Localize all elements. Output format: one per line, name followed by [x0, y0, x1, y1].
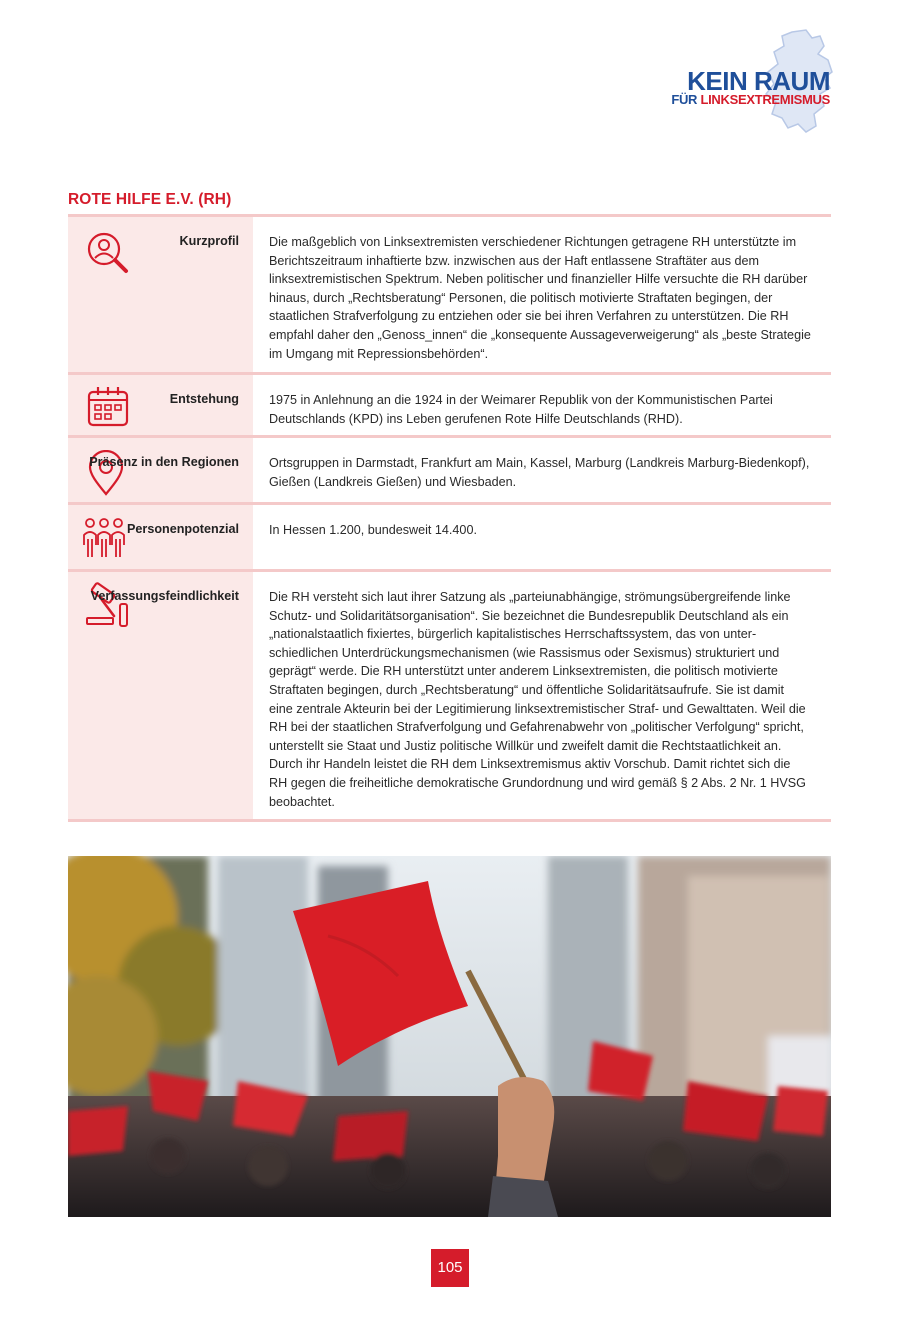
label-cell [68, 375, 253, 435]
profile-row-praesenz [68, 435, 831, 502]
group-people-icon [80, 515, 128, 563]
profile-row-personenpotenzial [68, 502, 831, 569]
profile-row-verfassungsfeindlichkeit [68, 569, 831, 822]
label-cell [68, 438, 253, 502]
logo-subtitle [671, 92, 830, 107]
magnifier-person-icon [84, 229, 132, 277]
logo [672, 28, 862, 138]
row-text: Ortsgruppen in Darmstadt, Frankfurt am Main, Kassel, Marburg (Landkreis Marburg-Biedenkopf), Gießen (Landkreis Gießen) und Wiesbaden. [269, 456, 810, 489]
section-heading: ROTE HILFE E.V. (RH) [68, 191, 232, 208]
row-label: Personenpotenzial [127, 522, 239, 536]
row-label: Präsenz in den Regionen [89, 455, 239, 469]
logo-subtitle-b: LINKSEXTREMISMUS [700, 92, 830, 107]
logo-title: KEIN RAUM [687, 66, 830, 96]
logo-subtitle-a: FÜR [671, 92, 701, 107]
row-text: Die maßgeblich von Linksextremisten verschiedener Richtungen getragene RH unterstützte im Berichtszeitraum inhaftierte bzw. inzwischen aus der Haft entlassene Straftäter aus dem linksextremistischen Spektrum. Neben politischer und finanzieller Hilfe versuchte die RH darüber hinaus, durch „Rechtsberatung“ Personen, die politisch motivierte Straftaten begingen, der staatlichen Strafverfolgung zu entziehen oder sie bei ihren Verfahren zu unterstützen. Die RH empfahl daher den „Genoss_innen“ die „konsequente Aussageverweigerung“ als „beste Strategie im Umgang mit Repressionsbehörden“. [269, 235, 811, 361]
row-text: In Hessen 1.200, bundesweit 14.400. [269, 523, 477, 537]
row-label: Kurzprofil [179, 234, 239, 248]
page-number: 105 [431, 1249, 469, 1287]
label-cell [68, 572, 253, 819]
label-cell [68, 217, 253, 372]
row-label: Verfassungsfeindlichkeit [90, 589, 239, 603]
label-cell [68, 505, 253, 569]
calendar-icon [84, 383, 132, 431]
protest-photo [68, 856, 831, 1217]
profile-row-entstehung [68, 372, 831, 435]
profile-table [68, 214, 831, 822]
profile-row-kurzprofil [68, 214, 831, 372]
row-label: Entstehung [169, 392, 239, 406]
row-text: Die RH versteht sich laut ihrer Satzung als „parteiunabhängige, strömungsübergreifende linke Schutz- und Solidaritätsorganisation“. Sie bezeichnet die Bundesrepublik Deutschland als ein „nationalstaatlich fixiertes, bürgerlich kapitalistisches Herrschaftssystem, das von unterschiedlichen Unterdrückungsmechanismen (wie Rassismus oder Sexismus) strukturiert und geprägt“ werde. Die RH unterstützt unter anderem Linksextremisten, die politisch motivierte Straftaten begingen, durch „Rechtsberatung“ und öffentliche Solidaritätsaufrufe. Sie ist damit eine zentrale Akteurin bei der Legitimierung linksextremistischer Straf- und Gewalttaten. Weil die RH bei der staatlichen Strafverfolgung und Gefahrenabwehr von „politischer Verfolgung“ spricht, unterstellt sie Staat und Justiz politische Willkür und zweifelt damit die Rechtstaatlichkeit an. Durch ihr Handeln leistet die RH dem Linksextremismus aktiv Vorschub. Damit richtet sich die RH gegen die freiheitliche demokratische Grundordnung und wird gemäß § 2 Abs. 2 Nr. 1 HVSG beobachtet. [269, 590, 806, 809]
red-flag-protest-image [68, 856, 831, 1217]
row-text: 1975 in Anlehnung an die 1924 in der Weimarer Republik von der Kommunistischen Partei Deutschlands (KPD) ins Leben gerufenen Rote Hilfe Deutschlands (RHD). [269, 393, 773, 426]
